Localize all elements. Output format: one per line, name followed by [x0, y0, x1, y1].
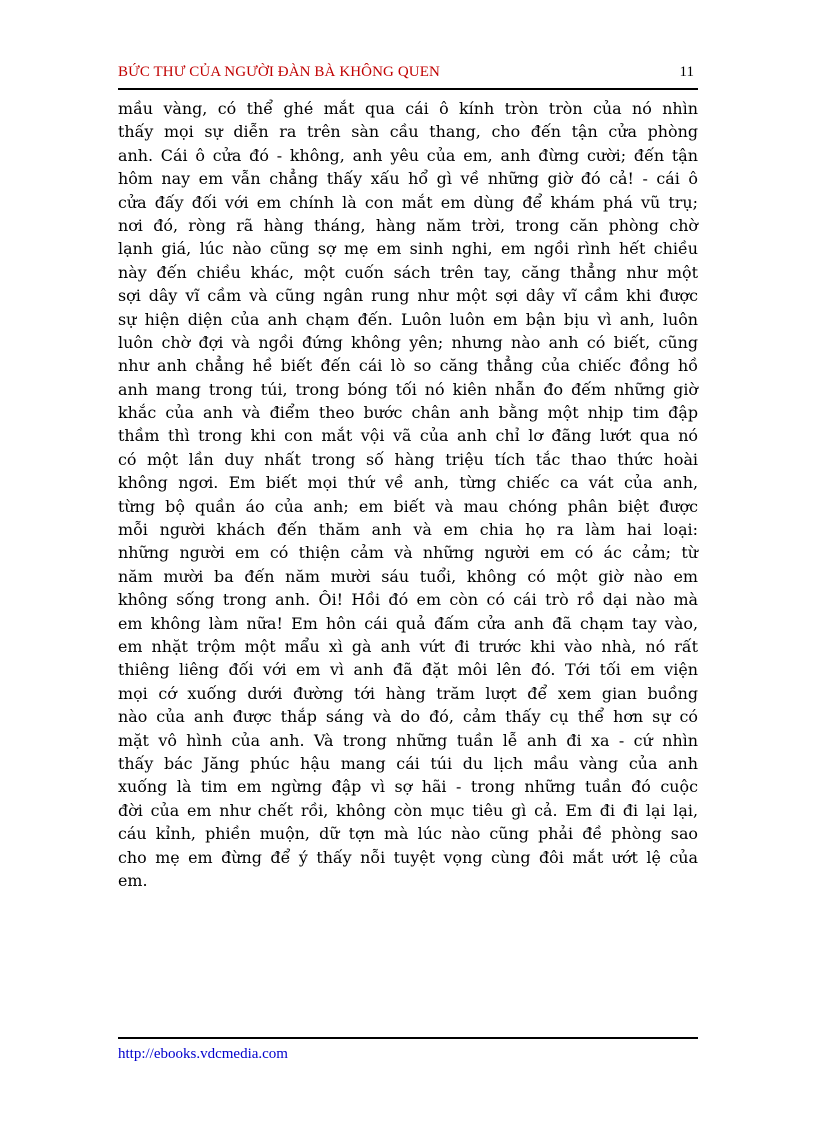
text-line: khắc của anh và điểm theo bước chân anh bằng một nhịp tim đập: [118, 403, 698, 423]
text-line: thầm thì trong khi con mắt vội vã của anh chỉ lơ đãng lướt qua nó: [118, 426, 698, 446]
text-line: luôn chờ đợi và ngồi đứng không yên; nhưng nào anh có biết, cũng: [118, 332, 698, 352]
text-line: cho mẹ em đừng để ý thấy nỗi tuyệt vọng cùng đôi mắt ướt lệ của: [118, 847, 698, 867]
page-number: 11: [679, 64, 694, 80]
text-line: em nhặt trộm một mẩu xì gà anh vứt đi trước khi vào nhà, nó rất: [118, 636, 698, 656]
text-line: xuống là tim em ngừng đập vì sợ hãi - trong những tuần đó cuộc: [118, 777, 698, 797]
text-line: mầu vàng, có thể ghé mắt qua cái ô kính tròn tròn của nó nhìn: [118, 99, 698, 118]
text-line: năm mười ba đến năm mười sáu tuổi, không có một giờ nào em: [118, 566, 698, 586]
text-line: cửa đấy đối với em chính là con mắt em dùng để khám phá vũ trụ;: [118, 192, 698, 212]
text-line: từng bộ quần áo của anh; em biết và mau chóng phân biệt được: [118, 496, 698, 516]
text-line: anh mang trong túi, trong bóng tối nó kiên nhẫn đo đếm những giờ: [118, 379, 698, 399]
text-line: những người em có thiện cảm và những người em có ác cảm; từ: [118, 543, 698, 563]
body-text: [118, 97, 698, 892]
text-line: mặt vô hình của anh. Và trong những tuần lễ anh đi xa - cứ nhìn: [118, 730, 698, 750]
text-line: như anh chẳng hề biết đến cái lò so căng thẳng của chiếc đồng hồ: [118, 356, 698, 376]
text-line: hôm nay em vẫn chẳng thấy xấu hổ gì về những giờ đó cả! - cái ô: [118, 169, 698, 189]
text-line: thiêng liêng đối với em vì anh đã đặt môi lên đó. Tới tối em viện: [118, 660, 698, 680]
text-line: sợi dây vĩ cầm và cũng ngân rung như một sợi dây vĩ cầm khi được: [118, 286, 698, 306]
text-line: mọi cớ xuống dưới đường tới hàng trăm lượt để xem gian buồng: [118, 683, 698, 703]
page-header: [118, 62, 698, 90]
book-title: BỨC THƯ CỦA NGƯỜI ĐÀN BÀ KHÔNG QUEN: [118, 64, 440, 80]
text-line: thấy mọi sự diễn ra trên sàn cầu thang, cho đến tận cửa phòng: [118, 122, 698, 142]
text-line: này đến chiều khác, một cuốn sách trên tay, căng thẳng như một: [118, 262, 698, 282]
text-line: nào của anh được thắp sáng và do đó, cảm thấy cụ thể hơn sự có: [118, 707, 698, 727]
website-link[interactable]: http://ebooks.vdcmedia.com: [118, 1046, 288, 1062]
text-line: đời của em như chết rồi, không còn mục tiêu gì cả. Em đi đi lại lại,: [118, 800, 698, 820]
text-line: có một lần duy nhất trong số hàng triệu tích tắc thao thức hoài: [118, 449, 698, 469]
text-line: cáu kỉnh, phiền muộn, dữ tợn mà lúc nào cũng phải đề phòng sao: [118, 824, 698, 844]
page-footer: [118, 1037, 698, 1062]
text-line: mỗi người khách đến thăm anh và em chia họ ra làm hai loại:: [118, 520, 698, 540]
text-line: em không làm nữa! Em hôn cái quả đấm cửa anh đã chạm tay vào,: [118, 613, 698, 633]
text-line: nơi đó, ròng rã hàng tháng, hàng năm trời, trong căn phòng chờ: [118, 215, 698, 235]
text-line: không sống trong anh. Ôi! Hồi đó em còn có cái trò rồ dại nào mà: [118, 590, 698, 610]
text-line: không ngơi. Em biết mọi thứ về anh, từng chiếc ca vát của anh,: [118, 473, 698, 493]
text-line: anh. Cái ô cửa đó - không, anh yêu của em, anh đừng cười; đến tận: [118, 145, 698, 165]
text-line-last: em.: [118, 870, 148, 890]
text-line: sự hiện diện của anh chạm đến. Luôn luôn em bận bịu vì anh, luôn: [118, 309, 698, 329]
text-line: thấy bác Jăng phúc hậu mang cái túi du lịch mầu vàng của anh: [118, 753, 698, 773]
text-line: lạnh giá, lúc nào cũng sợ mẹ em sinh nghi, em ngồi rình hết chiều: [118, 239, 698, 259]
